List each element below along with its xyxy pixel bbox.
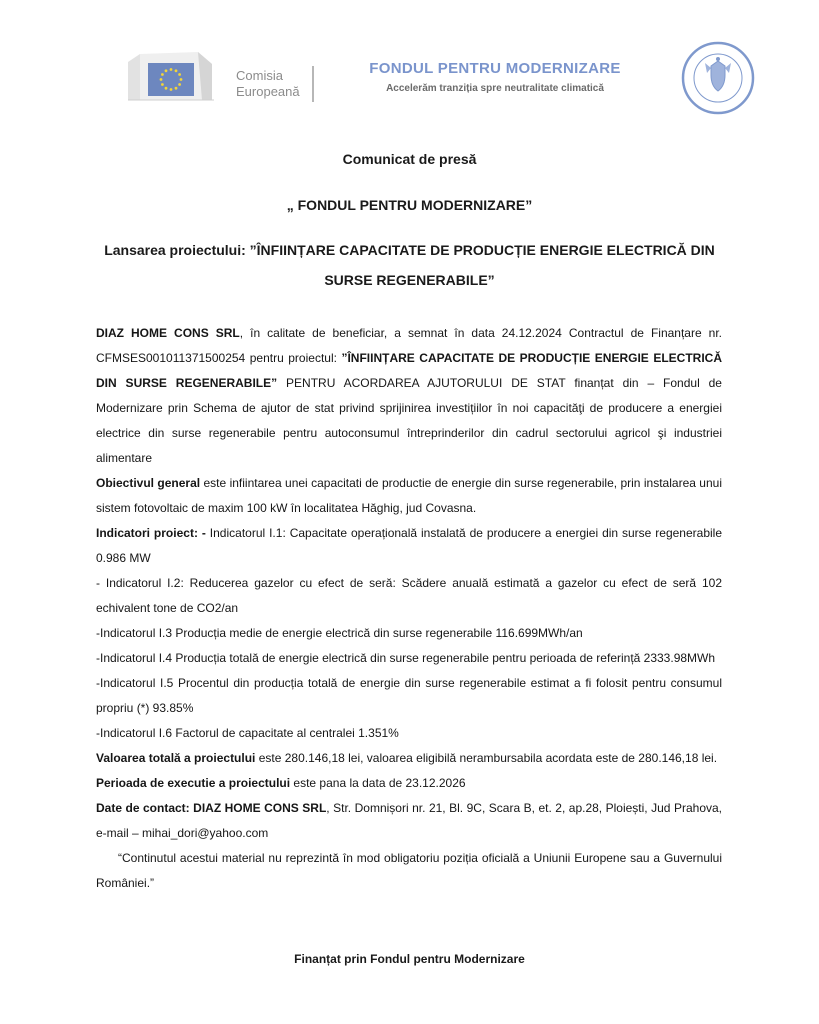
european-commission-name	[236, 68, 300, 100]
intro-text-b: PENTRU ACORDAREA AJUTORULUI DE STAT finanțat din – Fondul de Modernizare prin Schema de ajutor de stat privind sprijinirea investițiilor în noi capacităţi de producere a energiei electrice din surse regenerabile pentru autoconsumul întreprinderilor din cadrul sectorului agricol şi industriei alimentare	[96, 376, 722, 465]
project-heading-line1: Lansarea proiectului: ”ÎNFIINȚARE CAPACITATE DE PRODUCȚIE ENERGIE ELECTRICĂ DIN	[104, 242, 715, 258]
project-value-text: este 280.146,18 lei, valoarea eligibilă nerambursabila acordata este de 280.146,18 lei.	[255, 751, 718, 765]
funding-footer: Finanțat prin Fondul pentru Modernizare	[294, 952, 525, 966]
contact-label: Date de contact: DIAZ HOME CONS SRL	[96, 801, 327, 815]
indicator-2: - Indicatorul I.2: Reducerea gazelor cu efect de seră: Scădere anuală estimată a gazelor cu efect de seră 102 echivalent tone de CO2/an	[96, 576, 722, 615]
objective-label: Obiectivul general	[96, 476, 201, 490]
fund-subtitle: Accelerăm tranziția spre neutralitate climatică	[386, 83, 604, 94]
intro-text-a: , în calitate de beneficiar, a semnat în data 24.12.2024 Contractul de Finanțare nr. CFMSES001011371500254 pentru proiectul:	[96, 326, 723, 365]
fund-heading: „ FONDUL PENTRU MODERNIZARE”	[286, 197, 533, 213]
modernisation-fund-logo	[330, 60, 660, 94]
indicator-3: -Indicatorul I.3 Producția medie de energie electrică din surse regenerabile 116.699MWh/an	[96, 626, 583, 640]
document-header	[0, 0, 819, 120]
indicators-label: Indicatori proiect: -	[96, 526, 206, 540]
eu-flag-icon	[148, 63, 194, 96]
indicator-1	[96, 521, 722, 571]
objective-text: este infiintarea unei capacitati de productie de energie din surse regenerabile, prin instalarea unui sistem fotovoltaic de maxim 100 kW în localitatea Hăghig, jud Covasna.	[96, 476, 722, 515]
indicator-4: -Indicatorul I.4 Producția totală de energie electrică din surse regenerabile pentru perioada de referință 2333.98MWh	[96, 651, 716, 665]
intro-paragraph	[96, 321, 722, 471]
project-heading-line2: SURSE REGENERABILE”	[324, 272, 495, 288]
disclaimer-paragraph: “Continutul acestui material nu reprezintă în mod obligatoriu poziția oficială a Uniunii Europene sau a Guvernului României.”	[96, 851, 722, 890]
project-heading	[0, 235, 819, 295]
european-commission-logo	[126, 50, 316, 102]
ec-name-line2: Europeană	[236, 84, 300, 99]
romanian-government-seal-icon	[681, 41, 755, 115]
contact-text: , Str. Domnișori nr. 21, Bl. 9C, Scara B, et. 2, ap.28, Ploiești, Jud Prahova, e-mail – mihai_dori@yahoo.com	[96, 801, 722, 840]
indicator-1-text: Indicatorul I.1: Capacitate operațională instalată de producere a energiei din surse regenerabile 0.986 MW	[96, 526, 722, 565]
project-value-label: Valoarea totală a proiectului	[96, 751, 256, 765]
project-value-paragraph	[96, 746, 722, 771]
project-name: ”ÎNFIINȚARE CAPACITATE DE PRODUCȚIE ENERGIE ELECTRICĂ DIN SURSE REGENERABILE”	[96, 351, 722, 390]
ec-name-line1: Comisia	[236, 68, 283, 83]
indicator-5: -Indicatorul I.5 Procentul din producția totală de energie din surse regenerabile estimat a fi folosit pentru consumul propriu (*) 93.85%	[96, 676, 722, 715]
ec-divider	[312, 66, 314, 102]
document-body	[96, 321, 722, 896]
press-release-heading: Comunicat de presă	[342, 151, 477, 167]
fund-title: FONDUL PENTRU MODERNIZARE	[369, 60, 621, 77]
execution-period-text: este pana la data de 23.12.2026	[290, 776, 466, 790]
beneficiary-name: DIAZ HOME CONS SRL	[96, 326, 240, 340]
objective-paragraph	[96, 471, 722, 521]
execution-period-paragraph	[96, 771, 722, 796]
execution-period-label: Perioada de executie a proiectului	[96, 776, 291, 790]
indicator-6: -Indicatorul I.6 Factorul de capacitate al centralei 1.351%	[96, 726, 399, 740]
contact-paragraph	[96, 796, 722, 846]
